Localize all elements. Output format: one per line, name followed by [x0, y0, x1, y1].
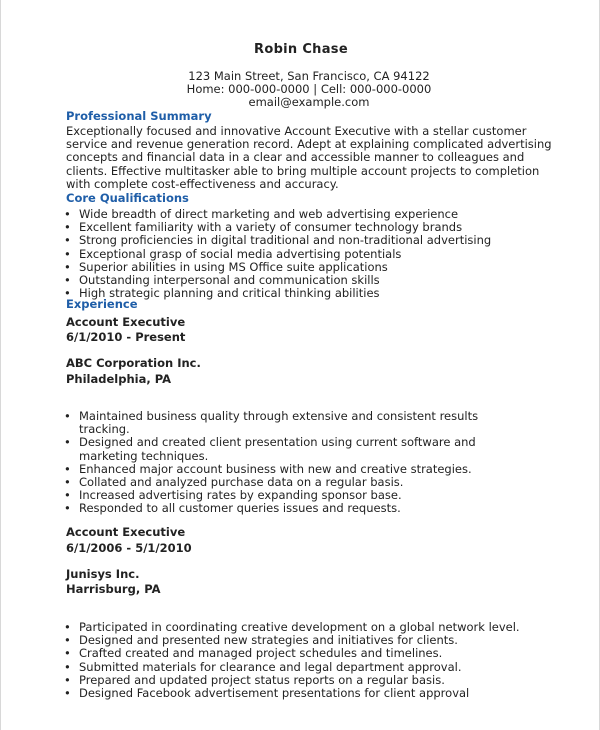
company-location: Harrisburg, PA — [66, 582, 161, 596]
job-title: Account Executive — [66, 525, 186, 539]
address-line: 123 Main Street, San Francisco, CA 94122 — [188, 69, 430, 83]
bullet-icon: • — [64, 233, 71, 248]
company-name: Junisys Inc. — [66, 567, 140, 581]
company-location: Philadelphia, PA — [66, 372, 171, 386]
bullet-icon: • — [64, 259, 71, 274]
list-item-text: Wide breadth of direct marketing and web advertising experience — [79, 207, 459, 221]
bullet-icon: • — [64, 273, 71, 288]
list-item-text: Collated and analyzed purchase data on a regular basis. — [79, 475, 404, 490]
bullet-icon: • — [64, 501, 71, 516]
bullet-icon: • — [64, 409, 71, 423]
list-item-text: Designed Facebook advertisement presentations for client approval — [79, 686, 470, 701]
bullet-icon: • — [64, 207, 71, 221]
list-item-text: Crafted created and managed project schedules and timelines. — [79, 646, 443, 661]
bullet-icon: • — [64, 286, 71, 301]
list-item-text: Designed and created client presentation using current software and marketing techniques. — [79, 435, 476, 463]
list-item-text: Increased advertising rates by expanding sponsor base. — [79, 488, 402, 503]
list-item-text: Responded to all customer queries issues and requests. — [79, 501, 401, 516]
job-dates: 6/1/2010 - Present — [66, 330, 186, 344]
summary-heading: Professional Summary — [66, 109, 212, 123]
experience-heading: Experience — [66, 297, 138, 311]
list-item-text: Designed and presented new strategies and initiatives for clients. — [79, 633, 458, 648]
job-duties-list — [64, 410, 529, 516]
list-item — [64, 502, 529, 515]
list-item-text: Submitted materials for clearance and legal department approval. — [79, 659, 462, 674]
summary-text: Exceptionally focused and innovative Account Executive with a stellar customer service and revenue generation record. Adept at explaining complicated advertising concepts and financial data in a clear and accessible manner to colleagues and clients. Effective multitasker able to bring multiple account projects to completion with complete cost-effectiveness and accuracy. — [66, 124, 552, 191]
job-title: Account Executive — [66, 315, 186, 329]
bullet-icon: • — [64, 659, 71, 674]
phone-line: Home: 000-000-0000 | Cell: 000-000-0000 — [186, 82, 432, 96]
list-item-text: Superior abilities in using MS Office suite applications — [79, 259, 388, 274]
list-item-text: Excellent familiarity with a variety of consumer technology brands — [79, 220, 463, 235]
bullet-icon: • — [64, 220, 71, 235]
qualifications-heading: Core Qualifications — [66, 191, 189, 205]
bullet-icon: • — [64, 620, 71, 634]
bullet-icon: • — [64, 646, 71, 661]
candidate-name: Robin Chase — [254, 42, 348, 57]
list-item-text: Participated in coordinating creative development on a global network level. — [79, 620, 520, 634]
list-item-text: Outstanding interpersonal and communication skills — [79, 273, 380, 288]
company-name: ABC Corporation Inc. — [66, 356, 201, 370]
bullet-icon: • — [64, 633, 71, 648]
list-item-text: Enhanced major account business with new and creative strategies. — [79, 461, 472, 476]
list-item-text: Exceptional grasp of social media advertising potentials — [79, 246, 402, 261]
list-item — [64, 436, 519, 462]
job-dates: 6/1/2006 - 5/1/2010 — [66, 541, 192, 555]
list-item-text: Prepared and updated project status reports on a regular basis. — [79, 672, 445, 687]
bullet-icon: • — [64, 672, 71, 687]
list-item-text: Maintained business quality through extensive and consistent results tracking. — [79, 409, 479, 437]
list-item-text: High strategic planning and critical thinking abilities — [79, 286, 380, 301]
job-duties-list — [64, 621, 529, 700]
list-item-text: Strong proficiencies in digital traditional and non-traditional advertising — [79, 233, 492, 248]
bullet-icon: • — [64, 461, 71, 476]
bullet-icon: • — [64, 686, 71, 701]
bullet-icon: • — [64, 435, 71, 450]
qualifications-list — [64, 208, 529, 300]
bullet-icon: • — [64, 475, 71, 490]
list-item — [64, 410, 529, 436]
email-line: email@example.com — [248, 95, 370, 109]
bullet-icon: • — [64, 488, 71, 503]
bullet-icon: • — [64, 246, 71, 261]
list-item — [64, 687, 529, 700]
